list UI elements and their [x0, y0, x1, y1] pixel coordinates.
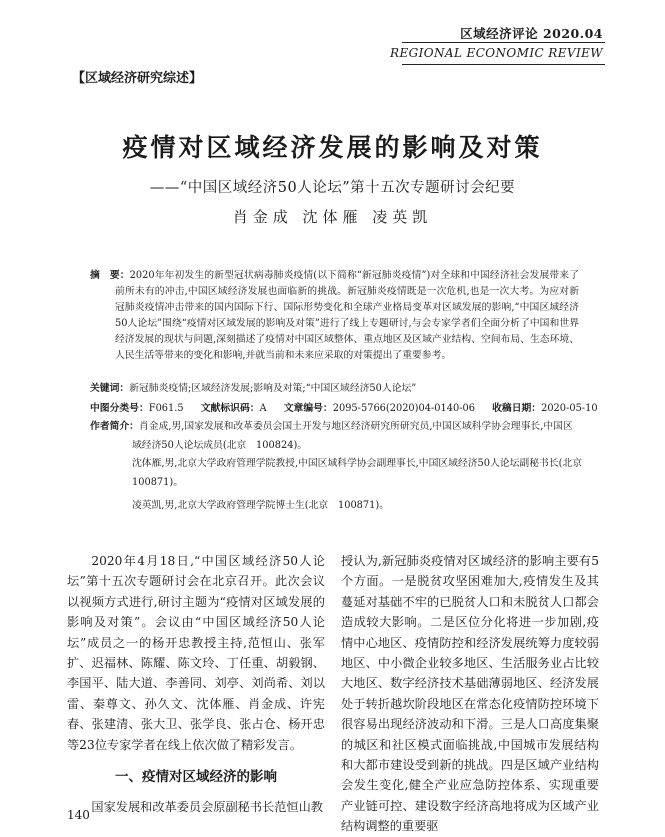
section-tag: 【区域经济研究综述】 — [72, 71, 203, 86]
section1-paragraph: 国家发展和改革委员会原副秘书长范恒山教 — [91, 800, 323, 815]
received-value: 2020-05-10 — [541, 403, 598, 414]
bio-text-3: 凌英凯,男,北京大学政府管理学院博士生(北京 100871)。 — [132, 500, 390, 511]
article-no-value: 2095-5766(2020)04-0140-06 — [332, 403, 475, 414]
bio-label: 作者简介： — [90, 421, 139, 432]
body-column-right — [341, 551, 599, 837]
abstract-text: 2020年年初发生的新型冠状病毒肺炎疫情(以下简称“新冠肺炎疫情”)对全球和中国经济社会发展带来了前所未有的冲击,中国区域经济发展也面临新的挑战。新冠肺炎疫情既是一次危机,也是一次大考。为应对新冠肺炎疫情冲击带来的国内国际下行、国际形势变化和全球产业格局变革对区域发展的影响,“中国区域经济50人论坛”围绕“疫情对区域发展的影响及对策”进行了线上专题研讨,与会专家学者们全面分析了中国和世界经济发展的现状与问题,深刻描述了疫情对中国区域整体、重点地区及区域产业结构、空间布局、生态环境、人民生活等带来的变化和影响,并就当前和未来应采取的对策提出了重要参考。 — [115, 270, 580, 361]
abstract — [90, 268, 580, 363]
author-bio-1 — [90, 417, 580, 455]
bio-text-1: 肖金成,男,国家发展和改革委员会国土开发与地区经济研究所研究员,中国区域科学协会理事长,中国区域经济50人论坛成员(北京 100824)。 — [132, 421, 573, 451]
clc-value: F061.5 — [148, 403, 184, 414]
header-rule-bottom — [402, 64, 605, 65]
section-heading: 一、疫情对区域经济的影响 — [115, 769, 277, 786]
bio-text-2: 沈体雁,男,北京大学政府管理学院教授,中国区域科学协会副理事长,中国区域经济50人论坛副秘书长(北京 100871)。 — [132, 458, 592, 488]
article-no-label: 文章编号： — [283, 403, 333, 414]
journal-issue: 区域经济评论 2020.04 — [460, 26, 603, 41]
article-title: 疫情对区域经济发展的影响及对策 — [122, 133, 543, 162]
page-number: 140 — [67, 808, 90, 822]
author-bio-2 — [90, 454, 622, 492]
keywords — [90, 380, 580, 394]
header-rule-top — [402, 42, 605, 43]
abstract-label: 摘 要： — [90, 270, 130, 281]
article-authors: 肖金成 沈体雁 凌英凯 — [232, 208, 433, 226]
article-subtitle: ——“中国区域经济50人论坛”第十五次专题研讨会纪要 — [149, 180, 516, 196]
keywords-label: 关键词： — [90, 383, 130, 394]
body-column-left — [67, 551, 325, 818]
intro-paragraph: 2020年4月18日,“中国区域经济50人论坛”第十五次专题研讨会在北京召开。此次会议以视频方式进行,研讨主题为“疫情对区域发展的影响及对策”。会议由“中国区域经济50人论坛”成员之一的杨开忠教授主持,范恒山、张军扩、迟福林、陈耀、陈文玲、丁任重、胡毅钢、李国平、陆大道、李善同、刘亭、刘尚希、刘以雷、秦尊文、孙久文、沈体雁、肖金成、许宪春、张建清、张大卫、张学良、张占仓、杨开忠等23位专家学者在线上依次做了精彩发言。 — [67, 554, 325, 752]
journal-english-name: REGIONAL ECONOMIC REVIEW — [390, 46, 603, 60]
right-column-paragraph: 授认为,新冠肺炎疫情对区域经济的影响主要有5个方面。一是脱贫攻坚困难加大,疫情发生及其蔓延对基础不牢的已脱贫人口和未脱贫人口都会造成较大影响。二是区位分化将进一步加剧,疫情中心地区、疫情防控和经济发展统筹力度较弱地区、中小微企业较多地区、生活服务业占比较大地区、数字经济技术基础薄弱地区、经济发展处于转折越坎阶段地区在常态化疫情防控环境下很容易出现经济波动和下滑。三是人口高度集聚的城区和社区模式面临挑战,中国城市发展结构和大都市建设受到新的挑战。四是区域产业结构会发生变化,健全产业应急防控体系、实现重要产业链可控、建设数字经济高地将成为区域产业结构调整的重要驱 — [341, 554, 599, 834]
article-meta — [90, 400, 598, 414]
clc-label: 中图分类号： — [90, 403, 149, 414]
received-label: 收稿日期： — [492, 403, 542, 414]
doc-code-value: A — [259, 403, 267, 414]
doc-code-label: 文献标识码： — [200, 403, 260, 414]
keywords-text: 新冠肺炎疫情;区域经济发展;影响及对策;“中国区域经济50人论坛” — [129, 383, 417, 394]
author-bio-3 — [90, 496, 622, 515]
